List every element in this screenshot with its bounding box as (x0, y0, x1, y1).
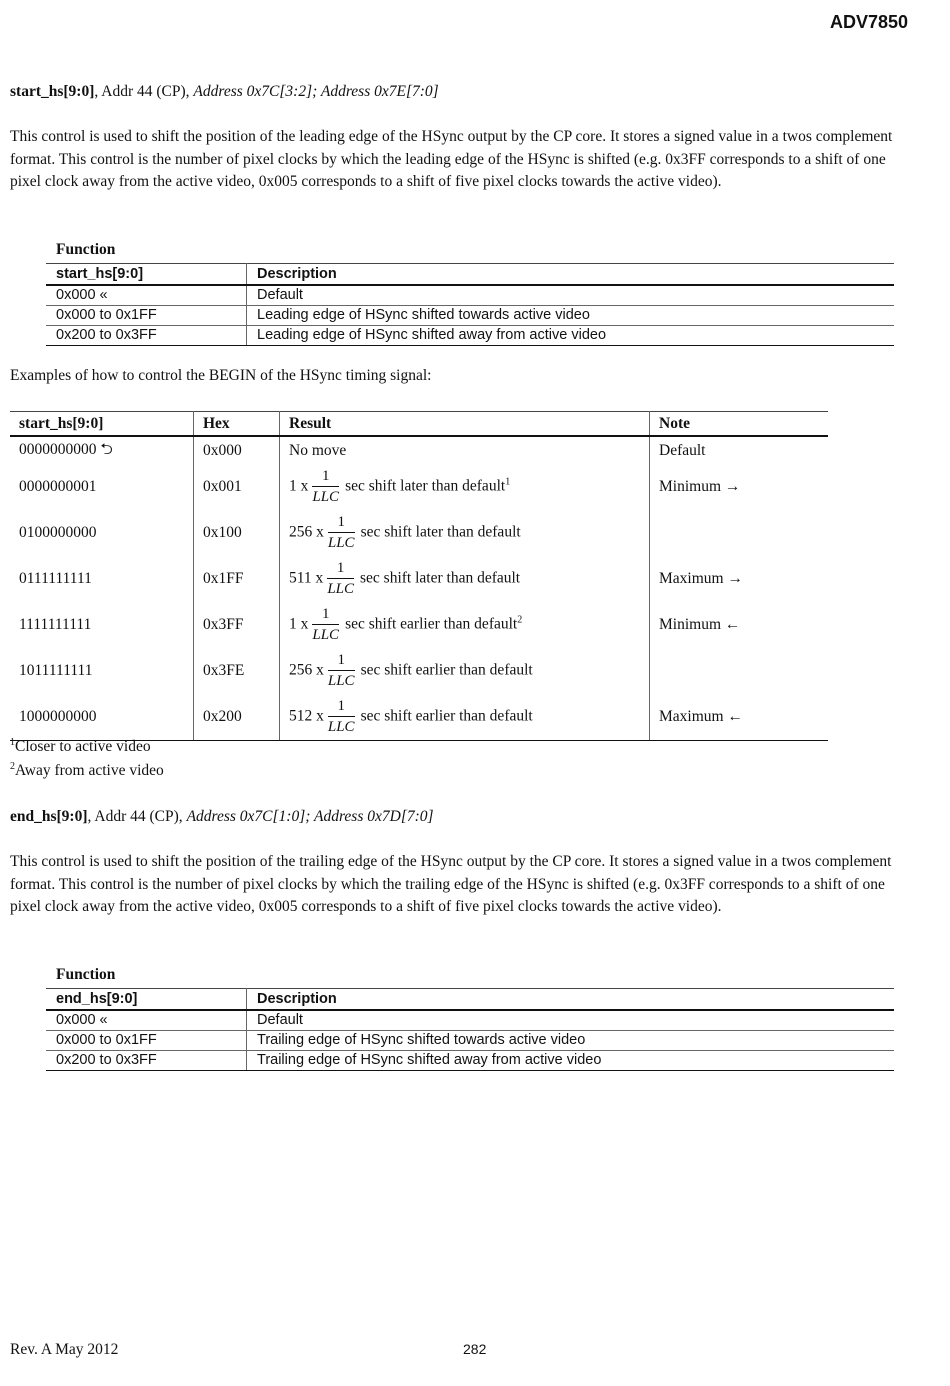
register-addr: , Addr 44 (CP), (94, 83, 194, 100)
table-header-row (10, 412, 828, 437)
fraction-denominator: LLC (312, 627, 340, 643)
result-cell (280, 556, 650, 602)
register-heading-start-hs (10, 83, 439, 101)
table-row (10, 510, 828, 556)
fraction (328, 515, 355, 551)
table-header-cell: start_hs[9:0] (46, 264, 247, 286)
result-text: sec shift earlier than default (360, 707, 533, 725)
fraction-denominator: LLC (312, 489, 340, 505)
table-cell: 0100000000 (10, 510, 194, 556)
table-cell: No move (280, 436, 650, 464)
fraction-numerator: 1 (312, 469, 339, 487)
result-cell (280, 602, 650, 648)
function-table (46, 263, 894, 346)
table-row (46, 1010, 894, 1031)
footer-revision: Rev. A May 2012 (10, 1341, 119, 1358)
table-row (46, 285, 894, 306)
footnote-text: Away from active video (15, 762, 164, 779)
table-cell: 0x3FE (194, 648, 280, 694)
table-header-cell: Note (650, 412, 829, 437)
table-cell: 0x200 to 0x3FF (46, 1051, 247, 1071)
result-text: sec shift earlier than default (360, 661, 533, 679)
register-heading-end-hs (10, 808, 434, 826)
table-row (10, 436, 828, 464)
register-addr: , Addr 44 (CP), (87, 808, 187, 825)
table-header-cell: Hex (194, 412, 280, 437)
table-row (46, 306, 894, 326)
table-cell: Maximum → (659, 570, 743, 587)
function-title: Function (56, 241, 116, 258)
doc-title: ADV7850 (829, 12, 908, 32)
fraction (312, 607, 339, 643)
table-row (10, 556, 828, 602)
result-cell (280, 464, 650, 510)
footnote-text: Closer to active video (15, 738, 151, 755)
table-cell: 1111111111 (10, 602, 194, 648)
fraction-numerator: 1 (327, 561, 354, 579)
table-cell: Leading edge of HSync shifted towards active video (247, 306, 895, 326)
result-text: sec shift later than default (360, 569, 521, 587)
fraction-numerator: 1 (328, 515, 355, 533)
footnote-1 (10, 738, 151, 756)
multiplier: 511 x (289, 569, 324, 587)
multiplier: 512 x (289, 707, 324, 725)
fraction-denominator: LLC (327, 719, 355, 735)
table-cell: 0x000 (194, 436, 280, 464)
fraction (328, 699, 355, 735)
footnote-ref: 1 (505, 476, 511, 488)
multiplier: 1 x (289, 615, 309, 633)
table-row (46, 1051, 894, 1071)
function-title: Function (56, 966, 116, 983)
table-cell: 0000000000 ⮌ (10, 436, 194, 464)
multiplier: 1 x (289, 477, 309, 495)
table-header-cell: Description (247, 989, 895, 1011)
fraction-numerator: 1 (328, 699, 355, 717)
table-cell: 0x001 (194, 464, 280, 510)
footnote-2 (10, 762, 164, 780)
fraction-denominator: LLC (327, 535, 355, 551)
footnote-number: 2 (10, 761, 15, 772)
table-cell: Maximum ← (650, 694, 829, 741)
result-text: sec shift later than default (360, 523, 521, 541)
table-cell: Leading edge of HSync shifted away from active video (247, 326, 895, 346)
table-cell: 0000000001 (10, 464, 194, 510)
description-paragraph: This control is used to shift the position of the leading edge of the HSync output by the CP core. It stores a signed value in a twos complement format. This control is the number of pixel clocks by which the leading edge of the HSync is shifted (e.g. 0x3FF corresponds to a shift of one pixel clock away from the active video, 0x005 corresponds to a shift of five pixel clocks towards the active video). (10, 128, 893, 191)
table-cell: 0111111111 (10, 556, 194, 602)
table-row (10, 464, 828, 510)
table-header-cell: end_hs[9:0] (46, 989, 247, 1011)
table-cell: Minimum → (659, 478, 741, 495)
fraction (328, 653, 355, 689)
result-cell (280, 510, 650, 556)
table-cell: 0x000 to 0x1FF (46, 306, 247, 326)
register-address-italic: Address 0x7C[3:2]; Address 0x7E[7:0] (193, 83, 439, 100)
table-header-row (46, 989, 894, 1011)
table-cell: 1011111111 (10, 648, 194, 694)
table-header-cell: Description (247, 264, 895, 286)
multiplier: 256 x (289, 523, 324, 541)
register-name: end_hs[9:0] (10, 808, 88, 825)
fraction-denominator: LLC (327, 673, 355, 689)
table-cell: 1000000000 (10, 694, 194, 741)
table-cell: Default (247, 285, 895, 306)
examples-intro: Examples of how to control the BEGIN of the HSync timing signal: (10, 367, 432, 384)
table-row (10, 694, 828, 741)
table-cell: Trailing edge of HSync shifted towards active video (247, 1031, 895, 1051)
table-cell: Default (247, 1010, 895, 1031)
result-cell (280, 648, 650, 694)
function-table (46, 988, 894, 1071)
description-paragraph: This control is used to shift the position of the trailing edge of the HSync output by the CP core. It stores a signed value in a twos complement format. This control is the number of pixel clocks by which the trailing edge of the HSync is shifted (e.g. 0x3FF corresponds to a shift of one pixel clock away from the active video, 0x005 corresponds to a shift of five pixel clocks towards the active video). (10, 853, 892, 916)
table-cell: Trailing edge of HSync shifted away from active video (247, 1051, 895, 1071)
fraction-denominator: LLC (327, 581, 355, 597)
table-cell: Default (659, 441, 706, 459)
table-cell: 0x000 « (46, 1010, 247, 1031)
table-cell: 0x100 (194, 510, 280, 556)
footnote-number: 1 (10, 737, 15, 748)
table-cell: 0x200 to 0x3FF (46, 326, 247, 346)
table-cell: 0x000 to 0x1FF (46, 1031, 247, 1051)
result-text: sec shift earlier than default (345, 615, 518, 633)
table-cell (650, 648, 829, 694)
table-header-cell: Result (280, 412, 650, 437)
table-header-cell: start_hs[9:0] (10, 412, 194, 437)
table-cell: 0x000 « (46, 285, 247, 306)
register-address-italic: Address 0x7C[1:0]; Address 0x7D[7:0] (186, 808, 434, 825)
footnote-ref: 2 (517, 614, 523, 626)
fraction-numerator: 1 (328, 653, 355, 671)
table-cell (650, 510, 829, 556)
table-cell: Minimum ← (659, 616, 741, 633)
table-header-row (46, 264, 894, 286)
result-text: sec shift later than default (345, 477, 506, 495)
fraction (312, 469, 339, 505)
multiplier: 256 x (289, 661, 324, 679)
table-row (46, 1031, 894, 1051)
table-row (10, 602, 828, 648)
page-number: 282 (463, 1341, 487, 1357)
table-cell: 0x1FF (194, 556, 280, 602)
register-name: start_hs[9:0] (10, 83, 95, 100)
fraction (327, 561, 354, 597)
table-cell: 0x200 (194, 694, 280, 741)
table-row (46, 326, 894, 346)
examples-table (10, 411, 828, 741)
table-row (10, 648, 828, 694)
fraction-numerator: 1 (312, 607, 339, 625)
table-cell: 0x3FF (194, 602, 280, 648)
result-cell (280, 694, 650, 741)
